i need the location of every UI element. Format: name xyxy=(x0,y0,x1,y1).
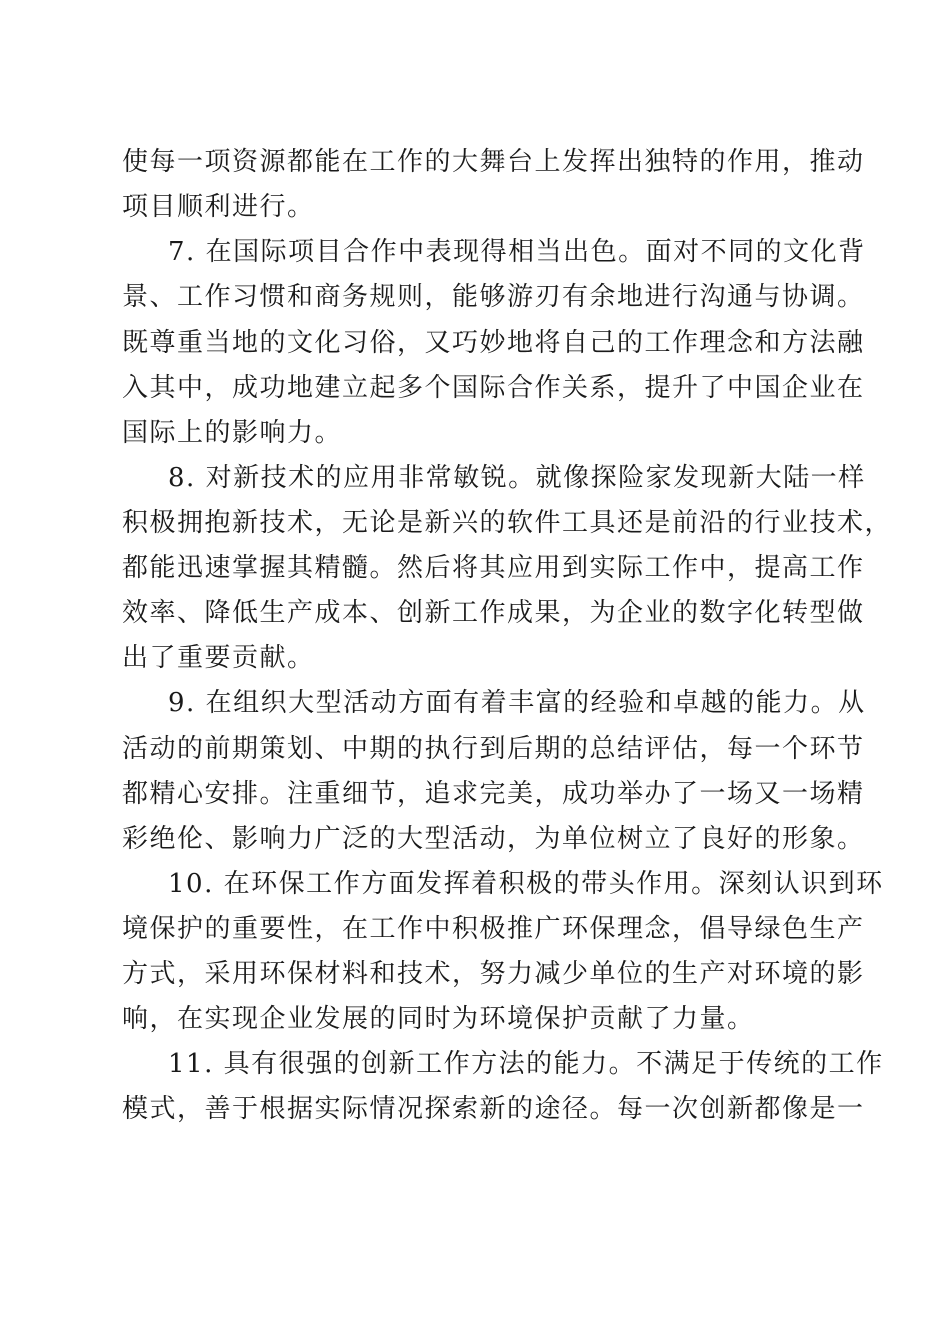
text-line: 彩绝伦、影响力广泛的大型活动，为单位树立了良好的形象。 xyxy=(122,824,865,854)
text-line: 积极拥抱新技术，无论是新兴的软件工具还是前沿的行业技术， xyxy=(122,508,893,538)
text-line: 响，在实现企业发展的同时为环境保护贡献了力量。 xyxy=(122,1004,755,1034)
text-line: 活动的前期策划、中期的执行到后期的总结评估，每一个环节 xyxy=(122,734,865,764)
text-line: 项目顺利进行。 xyxy=(122,192,315,222)
paragraph-7-start: 7. 在国际项目合作中表现得相当出色。面对不同的文化背 xyxy=(168,237,866,267)
text-line: 出了重要贡献。 xyxy=(122,643,315,673)
text-line: 使每一项资源都能在工作的大舞台上发挥出独特的作用，推动 xyxy=(122,147,865,177)
text-line: 国际上的影响力。 xyxy=(122,418,343,448)
text-line: 境保护的重要性，在工作中积极推广环保理念，倡导绿色生产 xyxy=(122,914,865,944)
text-line: 模式，善于根据实际情况探索新的途径。每一次创新都像是一 xyxy=(122,1094,865,1124)
text-line: 效率、降低生产成本、创新工作成果，为企业的数字化转型做 xyxy=(122,598,865,628)
text-line: 都能迅速掌握其精髓。然后将其应用到实际工作中，提高工作 xyxy=(122,553,865,583)
paragraph-8-start: 8. 对新技术的应用非常敏锐。就像探险家发现新大陆一样 xyxy=(168,463,866,493)
text-line: 都精心安排。注重细节，追求完美，成功举办了一场又一场精 xyxy=(122,779,865,809)
text-line: 入其中，成功地建立起多个国际合作关系，提升了中国企业在 xyxy=(122,373,865,403)
text-line: 方式，采用环保材料和技术，努力减少单位的生产对环境的影 xyxy=(122,959,865,989)
paragraph-11-start: 11. 具有很强的创新工作方法的能力。不满足于传统的工作 xyxy=(168,1049,884,1079)
paragraph-9-start: 9. 在组织大型活动方面有着丰富的经验和卓越的能力。从 xyxy=(168,688,866,718)
text-line: 景、工作习惯和商务规则，能够游刃有余地进行沟通与协调。 xyxy=(122,282,865,312)
paragraph-10-start: 10. 在环保工作方面发挥着积极的带头作用。深刻认识到环 xyxy=(168,869,884,899)
text-line: 既尊重当地的文化习俗，又巧妙地将自己的工作理念和方法融 xyxy=(122,328,865,358)
